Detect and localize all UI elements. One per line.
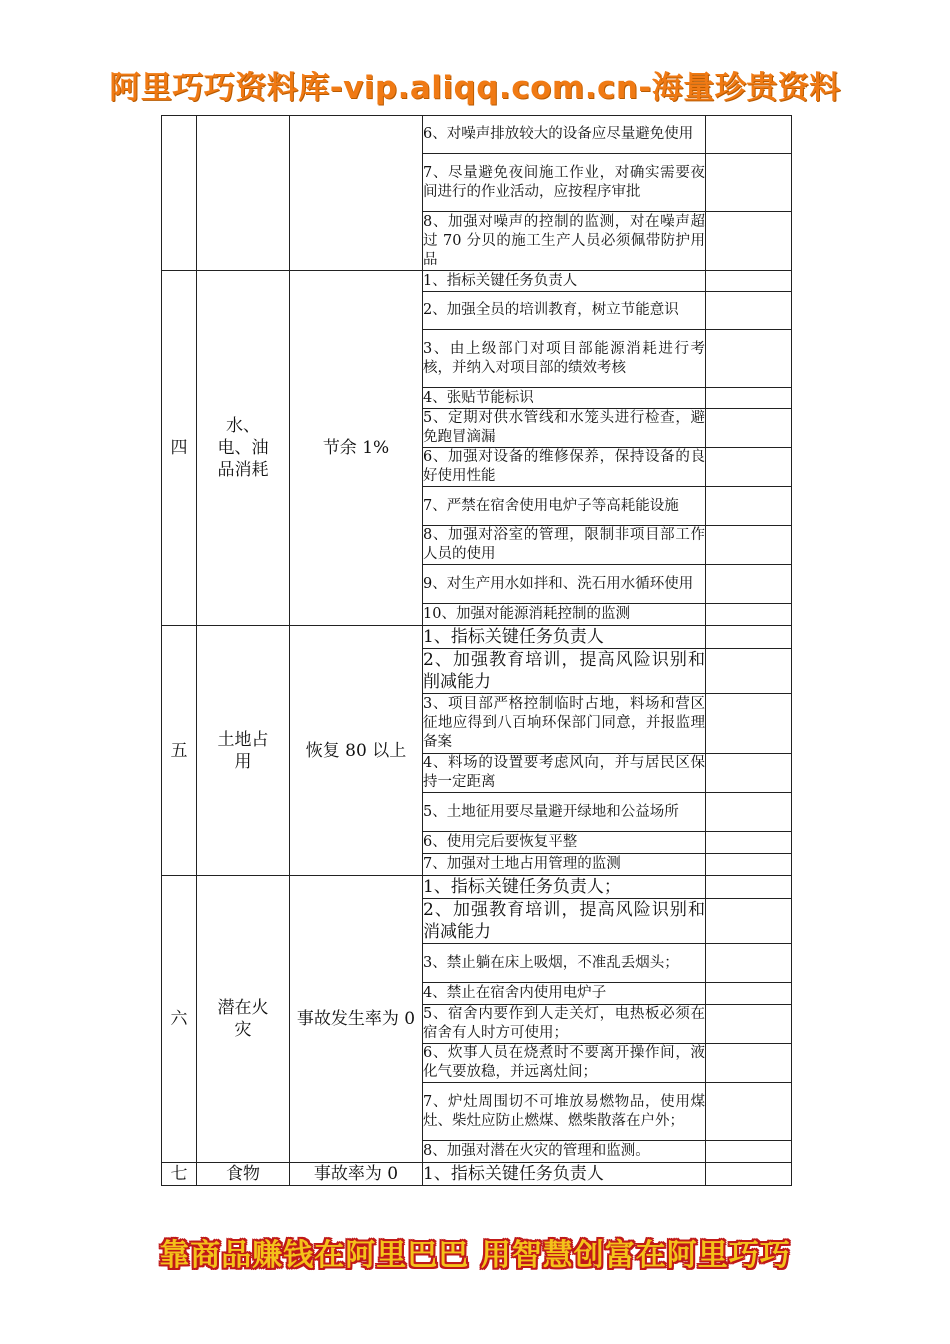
row-remark — [706, 565, 792, 604]
row-remark — [706, 854, 792, 876]
row-measure: 9、对生产用水如拌和、洗石用水循环使用 — [423, 565, 706, 604]
row-target: 事故率为 0 — [290, 1163, 423, 1186]
row-item: 土地占用 — [197, 626, 290, 876]
row-remark — [706, 694, 792, 754]
row-item: 食物 — [197, 1163, 290, 1186]
row-measure: 4、料场的设置要考虑风向，并与居民区保持一定距离 — [423, 754, 706, 793]
row-remark — [706, 271, 792, 292]
row-measure: 5、宿舍内要作到人走关灯，电热板必须在宿舍有人时方可使用； — [423, 1005, 706, 1044]
row-measure: 7、严禁在宿舍使用电炉子等高耗能设施 — [423, 487, 706, 526]
row-number: 四 — [162, 271, 197, 626]
footer-slogan: 靠商品赚钱在阿里巴巴 用智慧创富在阿里巧巧 — [159, 1238, 791, 1273]
row-remark — [706, 793, 792, 832]
row-remark — [706, 626, 792, 649]
row-remark — [706, 1005, 792, 1044]
row-measure: 7、炉灶周围切不可堆放易燃物品，使用煤灶、柴灶应防止燃煤、燃柴散落在户外； — [423, 1083, 706, 1141]
row-measure: 7、加强对土地占用管理的监测 — [423, 854, 706, 876]
row-target — [290, 116, 423, 271]
row-measure: 3、项目部严格控制临时占地，料场和营区征地应得到八百垧环保部门同意，并报监理备案 — [423, 694, 706, 754]
row-measure: 5、土地征用要尽量避开绿地和公益场所 — [423, 793, 706, 832]
row-measure: 2、加强教育培训，提高风险识别和消减能力 — [423, 900, 705, 942]
environment-target-table — [161, 115, 792, 1186]
row-measure: 6、对噪声排放较大的设备应尽量避免使用 — [423, 116, 706, 154]
row-item: 水、电、油品消耗 — [197, 271, 290, 626]
row-measure: 6、加强对设备的维修保养，保持设备的良好使用性能 — [423, 448, 706, 487]
row-item: 潜在火灾 — [197, 876, 290, 1163]
row-number: 七 — [162, 1163, 197, 1186]
row-remark — [706, 388, 792, 409]
row-measure: 8、加强对噪声的控制的监测，对在噪声超过 70 分贝的施工生产人员必须佩带防护用品 — [423, 212, 706, 271]
row-measure: 3、由上级部门对项目部能源消耗进行考核，并纳入对项目部的绩效考核 — [423, 330, 706, 388]
table-row — [162, 876, 792, 899]
row-measure: 1、指标关键任务负责人； — [423, 876, 706, 899]
row-remark — [706, 1141, 792, 1163]
row-number: 五 — [162, 626, 197, 876]
row-remark — [706, 983, 792, 1005]
row-measure: 5、定期对供水管线和水笼头进行检查，避免跑冒滴漏 — [423, 409, 706, 448]
row-remark — [706, 604, 792, 626]
row-measure: 4、张贴节能标识 — [423, 388, 706, 409]
row-measure: 1、指标关键任务负责人 — [423, 626, 706, 649]
row-measure: 2、加强教育培训，提高风险识别和削减能力 — [423, 650, 705, 692]
row-target: 节余 1% — [290, 271, 423, 626]
row-remark — [706, 487, 792, 526]
header-banner: 阿里巧巧资料库-vip.aliqq.com.cn-海量珍贵资料 — [109, 70, 841, 106]
row-measure: 3、禁止躺在床上吸烟，不准乱丢烟头； — [423, 944, 706, 983]
row-target: 事故发生率为 0 — [290, 876, 423, 1163]
row-remark — [706, 754, 792, 793]
row-remark — [706, 832, 792, 854]
row-measure: 2、加强全员的培训教育，树立节能意识 — [423, 292, 706, 330]
row-remark — [706, 448, 792, 487]
row-measure: 7、尽量避免夜间施工作业，对确实需要夜间进行的作业活动，应按程序审批 — [423, 154, 706, 212]
row-measure: 1、指标关键任务负责人 — [423, 271, 706, 292]
row-number — [162, 116, 197, 271]
row-remark — [706, 876, 792, 899]
row-measure: 1、指标关键任务负责人 — [423, 1163, 706, 1186]
table-row — [162, 271, 792, 292]
row-measure: 6、使用完后要恢复平整 — [423, 832, 706, 854]
row-remark — [706, 1044, 792, 1083]
row-target: 恢复 80 以上 — [290, 626, 423, 876]
row-remark — [706, 899, 792, 944]
row-remark — [706, 649, 792, 694]
row-remark — [706, 1083, 792, 1141]
table-row — [162, 116, 792, 154]
table-row — [162, 626, 792, 649]
row-remark — [706, 154, 792, 212]
row-remark — [706, 1163, 792, 1186]
row-measure: 8、加强对潜在火灾的管理和监测。 — [423, 1141, 706, 1163]
row-remark — [706, 330, 792, 388]
row-measure: 10、加强对能源消耗控制的监测 — [423, 604, 706, 626]
row-remark — [706, 116, 792, 154]
row-number: 六 — [162, 876, 197, 1163]
row-item — [197, 116, 290, 271]
row-measure: 8、加强对浴室的管理，限制非项目部工作人员的使用 — [423, 526, 706, 565]
row-remark — [706, 212, 792, 271]
row-measure: 6、炊事人员在烧煮时不要离开操作间，液化气要放稳，并远离灶间； — [423, 1044, 706, 1083]
table-row — [162, 1163, 792, 1186]
row-remark — [706, 409, 792, 448]
row-remark — [706, 944, 792, 983]
row-measure: 4、禁止在宿舍内使用电炉子 — [423, 983, 706, 1005]
row-remark — [706, 292, 792, 330]
row-remark — [706, 526, 792, 565]
